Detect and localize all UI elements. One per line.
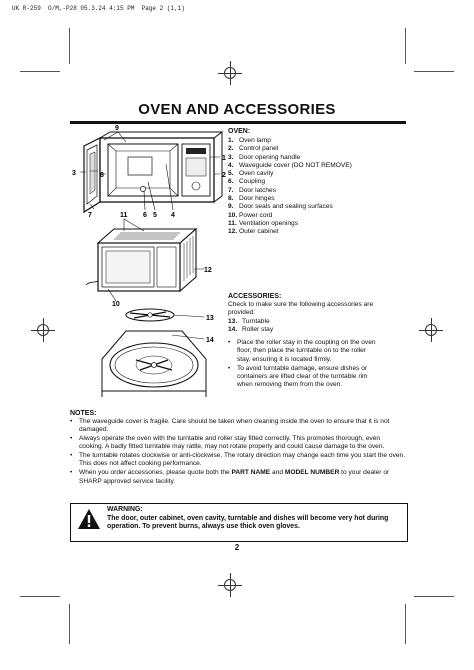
list-item: 1. Oven lamp <box>228 137 271 144</box>
oven-parts-list <box>228 137 408 237</box>
list-item: 4. Waveguide cover (DO NOT REMOVE) <box>228 161 352 169</box>
registration-mark-top <box>218 61 242 85</box>
notes-list <box>70 418 406 486</box>
list-item: • Place the roller stay in the coupling on the oven floor, then place the turntable on to the roller stay, ensuring it is located firmly. <box>228 339 378 364</box>
list-item: • Always operate the oven with the turntable and roller stay fitted correctly. This promotes thorough, even cooking. A badly fitted turntable may rattle, may not rotate properly and could cause damage to the oven. <box>70 435 406 452</box>
list-item: • To avoid turntable damage, ensure dishes or containers are lifted clear of the turntable rim when removing them from the oven. <box>228 365 378 390</box>
oven-section <box>228 128 408 237</box>
label-8: 8 <box>100 172 104 179</box>
list-item: 3. Door opening handle <box>228 153 301 161</box>
accessories-intro: Check to make sure the following accessories are provided: <box>228 301 374 317</box>
list-item: 7. Door latches <box>228 186 277 194</box>
label-10: 10 <box>112 301 120 307</box>
warning-text: The door, outer cabinet, oven cavity, turntable and dishes will become very hot during operation. To prevent burns, always use thick oven gloves. <box>107 514 389 531</box>
accessories-list <box>228 318 378 335</box>
list-item: • When you order accessories, please quote both the PART NAME and MODEL NUMBER to your dealer or SHARP approved service facility. <box>70 469 406 486</box>
list-item: 9. Door seals and sealing surfaces <box>228 203 333 211</box>
label-7: 7 <box>88 212 92 219</box>
list-item: 8. Door hinges <box>228 195 275 203</box>
label-4: 4 <box>171 212 175 219</box>
oven-door-open-diagram <box>70 124 230 220</box>
print-slug: UK R-259 O/M,-P28 05.3.24 4:15 PM Page 2 (1,1) <box>12 5 185 12</box>
label-2: 2 <box>222 172 226 179</box>
oven-heading: OVEN: <box>228 128 251 135</box>
label-3: 3 <box>72 170 76 177</box>
accessories-heading: ACCESSORIES: <box>228 293 282 300</box>
registration-mark-bottom <box>218 573 242 597</box>
list-item: • The waveguide cover is fragile. Care should be taken when cleaning inside the oven to ensure that it is not damaged. <box>70 418 406 435</box>
list-item: 5. Oven cavity <box>228 170 274 178</box>
list-item: 14. Roller stay <box>228 325 274 333</box>
registration-mark-right <box>419 318 443 342</box>
registration-mark-left <box>31 318 55 342</box>
list-item: 13. Turntable <box>228 317 270 325</box>
label-12: 12 <box>204 267 212 274</box>
warning-heading: WARNING: <box>107 506 143 513</box>
warning-triangle-icon <box>77 508 101 530</box>
label-9: 9 <box>115 125 119 132</box>
turntable-diagram <box>96 305 220 397</box>
list-item: 2. Control panel <box>228 145 279 153</box>
page-title: OVEN AND ACCESSORIES <box>138 101 336 118</box>
accessories-section <box>228 293 378 390</box>
label-1: 1 <box>222 155 226 162</box>
oven-exterior-diagram <box>84 211 214 307</box>
list-item: 6. Coupling <box>228 178 266 186</box>
label-6: 6 <box>143 212 147 219</box>
label-13: 13 <box>206 315 214 322</box>
list-item: 11. Ventilation openings <box>228 219 299 227</box>
accessories-instructions <box>228 339 378 389</box>
warning-content <box>107 506 399 532</box>
list-item: 10. Power cord <box>228 211 273 219</box>
notes-section <box>70 410 406 486</box>
warning-box <box>70 503 408 542</box>
page-number: 2 <box>234 543 240 552</box>
label-14: 14 <box>206 337 214 344</box>
list-item: 12. Outer cabinet <box>228 228 279 236</box>
notes-heading: NOTES: <box>70 410 97 417</box>
list-item: • The turntable rotates clockwise or anti-clockwise. The rotary direction may change each time you start the oven. This does not affect cooking performance. <box>70 452 406 469</box>
label-5: 5 <box>153 212 157 219</box>
label-11: 11 <box>120 212 128 219</box>
